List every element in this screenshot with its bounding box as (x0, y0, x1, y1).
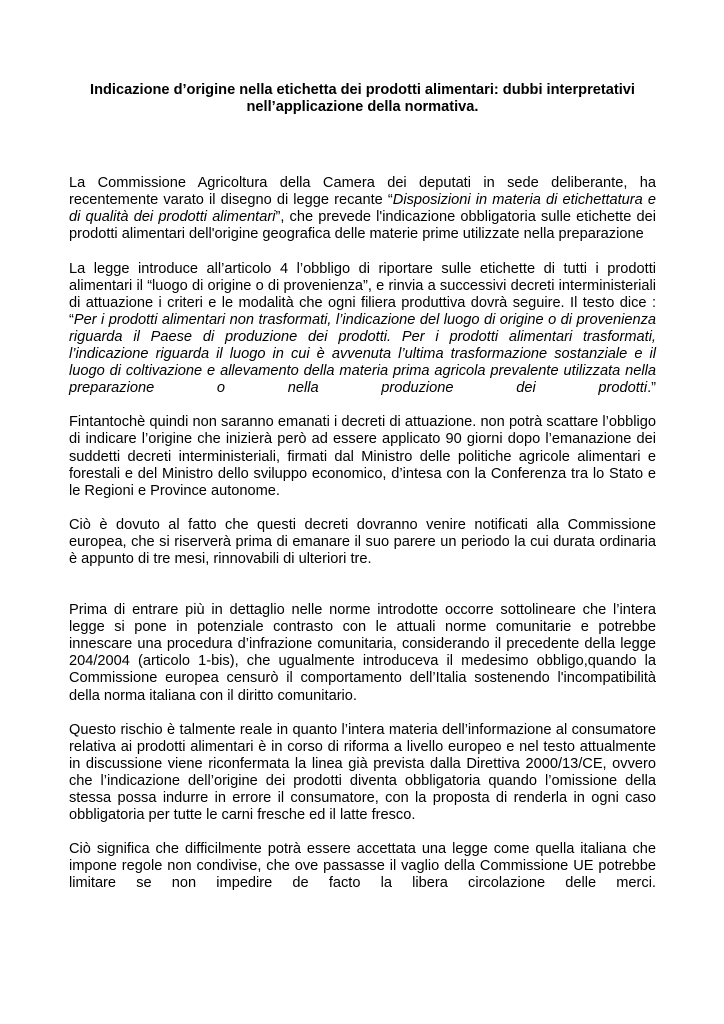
paragraph-7: Ciò significa che difficilmente potrà essere accettata una legge come quella italiana che impone regole non condivise, che ove passasse il vaglio della Commissione UE potrebbe limitare se non impedire de facto la libera circolazione delle merci. (69, 841, 656, 892)
paragraph-1-law-title: Disposizioni in materia di etichettatura e di qualità dei prodotti alimentari (69, 192, 657, 226)
paragraph-4: Ciò è dovuto al fatto che questi decreti dovranno venire notificati alla Commissione europea, che si riserverà prima di emanare il suo parere un periodo la cui durata ordinaria è appunto di tre mesi, rinnovabili di ulteriori tre. (69, 516, 656, 567)
paragraph-1 (69, 175, 656, 243)
paragraph-2-quotation: Per i prodotti alimentari non trasformati, l’indicazione del luogo di origine o di provenienza riguarda il Paese di produzione dei prodotti. Per i prodotti alimentari trasformati, l’indicazione riguarda il luogo in cui è avvenuta l’ultima trasformazione sostanziale e il luogo di coltivazione e allevamento della materia prima agricola prevalente utilizzata nella preparazione o nella produzione dei prodotti (69, 311, 656, 397)
paragraph-2 (69, 261, 656, 398)
document-page (69, 82, 656, 909)
title-line-1: Indicazione d’origine nella etichetta dei prodotti alimentari: dubbi interpretativi (90, 82, 635, 98)
title-line-2: nell’applicazione della normativa. (246, 99, 479, 116)
paragraph-2-text-c: .” (647, 380, 656, 397)
paragraph-1-text-a: La Commissione Agricoltura della Camera dei deputati in sede deliberante, ha recentemente varato il disegno di legge recante “ (69, 175, 656, 209)
paragraph-2-text-a: La legge introduce all’articolo 4 l’obbligo di riportare sulle etichette di tutti i prodotti alimentari il “luogo di origine o di provenienza”, e rinvia a successivi decreti interministeriali di attuazione i criteri e le modalità che ogni filiera produttiva dovrà seguire. Il testo dice : “ (69, 260, 656, 328)
paragraph-6: Questo rischio è talmente reale in quanto l’intera materia dell’informazione al consumatore relativa ai prodotti alimentari è in corso di riforma a livello europeo e nel testo attualmente in discussione viene riconfermata la linea già prevista dalla Direttiva 2000/13/CE, ovvero che l’indicazione dell’origine dei prodotti diventa obbligatoria quando l’omissione della stessa possa indurre in errore il consumatore, con la proposta di renderla in ogni caso obbligatoria per tutte le carni fresche ed il latte fresco. (69, 721, 656, 824)
paragraph-3: Fintantochè quindi non saranno emanati i decreti di attuazione. non potrà scattare l’obbligo di indicare l’origine che inizierà però ad essere applicato 90 giorni dopo l’emanazione dei suddetti decreti interministeriali, firmati dal Ministro delle politiche agricole alimentari e forestali e del Ministro dello sviluppo economico, d’intesa con la Conferenza tra lo Stato e le Regioni e Province autonome. (69, 414, 656, 499)
paragraph-1-text-c: ”, che prevede l'indicazione obbligatoria sulle etichette dei prodotti alimentari dell'origine geografica delle materie prime utilizzate nella preparazione (69, 209, 656, 243)
document-title (69, 82, 656, 116)
paragraph-5: Prima di entrare più in dettaglio nelle norme introdotte occorre sottolineare che l’intera legge si pone in potenziale contrasto con le attuali norme comunitarie e potrebbe innescare una procedura d’infrazione comunitaria, considerando il precedente della legge 204/2004 (articolo 1-bis), che ugualmente introduceva il medesimo obbligo,quando la Commissione europea censurò il comportamento dell’Italia sostenendo l'incompatibilità della norma italiana con il diritto comunitario. (69, 602, 656, 704)
